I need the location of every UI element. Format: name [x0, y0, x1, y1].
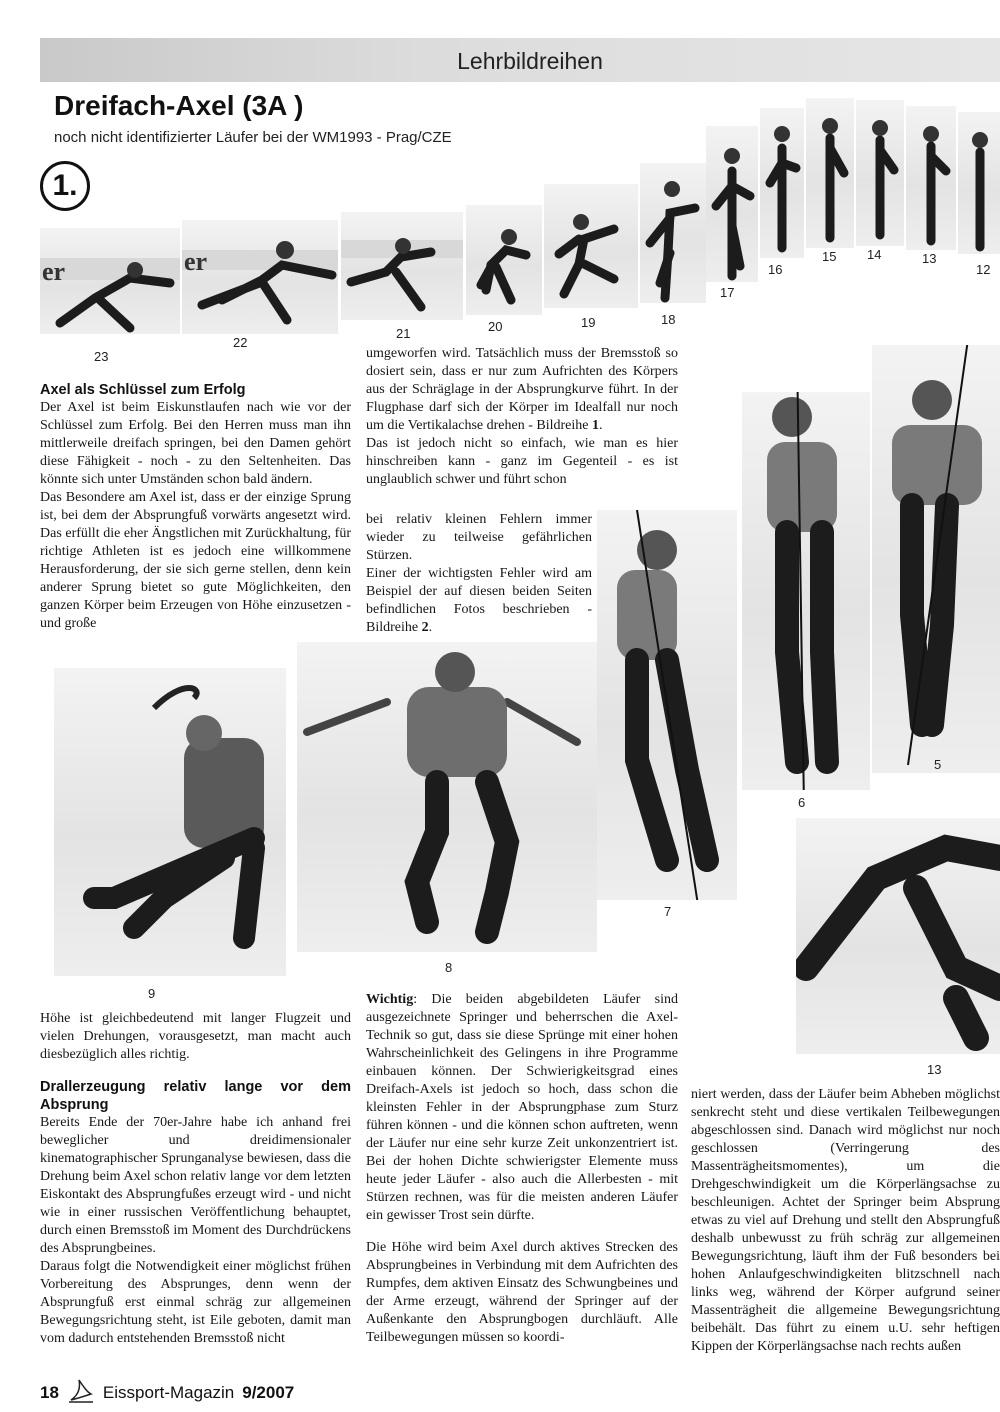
photo-frame-7 [597, 510, 737, 900]
photo-frame-21 [341, 212, 463, 320]
paragraph: bei relativ kleinen Fehlern immer wieder zu teilweise gefährlichen Stürzen. [366, 512, 592, 563]
photo-frame-20 [466, 205, 542, 315]
frame-label-15: 15 [822, 249, 837, 264]
page-number: 18 [40, 1382, 59, 1402]
column-2-lower [366, 991, 678, 1347]
photo-frame-23 [40, 228, 180, 334]
photo-frame-8 [297, 642, 597, 952]
column-3-lower [691, 1086, 1000, 1356]
photo-frame-12 [958, 112, 1000, 254]
column-1-lower [40, 1010, 351, 1348]
paragraph: Die Höhe wird beim Axel durch aktives Strecken des Absprungbeines in Verbindung mit dem Aufrichten des Rumpfes, dem aktiven Einsatz des Schwungbeines und der Arme erzeugt, während der Springer auf der Außenkante den Absprungbogen durchläuft. Alle Teilbewegungen müssen so koordi- [366, 1240, 678, 1345]
photo-frame-9 [54, 668, 286, 976]
photo-frame-15 [806, 98, 854, 248]
frame-label-20: 20 [488, 319, 503, 334]
paragraph: Daraus folgt die Notwendigkeit einer möglichst frühen Vorbereitung des Absprunges, denn wenn der Absprungfuß erst einmal schräg zur allgemeinen Bewegungsrichtung steht, ist Eile geboten, damit man vom dadurch entstehenden Bremsstoß nicht [40, 1259, 351, 1346]
frame-label-7: 7 [664, 904, 672, 919]
article-subtitle: noch nicht identifizierter Läufer bei der WM1993 - Prag/CZE [54, 129, 452, 146]
heading-axel-key: Axel als Schlüssel zum Erfolg [40, 382, 246, 398]
photo-frame-13-large [796, 818, 1000, 1054]
column-1-upper [40, 381, 351, 633]
photo-frame-17 [706, 126, 758, 282]
paragraph: Der Axel ist beim Eiskunstlaufen nach wie vor der Schlüssel zum Erfolg. Bei den Herren muss man ihn mittlerweile dreifach springen, bei den Damen gehört diese Fähigkeit - noch - zu den Seltenheiten. Das könnte sich unter Umständen schon bald ändern. [40, 400, 351, 487]
paragraph: niert werden, dass der Läufer beim Abheben möglichst senkrecht steht und diese vertikalen Teilbewegungen abgeschlossen sind. Danach wird möglichst nur noch geschlossen (Verringerung des Massenträgheitsmomentes), um die Drehgeschwindigkeit um die Körperlängsachse zu beschleunigen. Achtet der Springer beim Absprung etwas zu viel auf Drehung und stellt den Absprungfuß deshalb unbewusst zu früh schräg zur allgemeinen Bewegungsrichtung, läuft ihm der Fuß besonders bei hohen Anlaufgeschwindigkeiten blitzschnell nach links weg, während der Körper aufgrund seiner Massenträgheit die allgemeine Bewegungsrichtung beibehält. Das führt zu einem u.U. sehr heftigen Kippen der Körperlängsachse nach rechts außen [691, 1087, 1000, 1354]
paragraph: Bereits Ende der 70er-Jahre habe ich anhand frei beweglicher und dreidimensionaler kinematographischer Sprunganalyse bewiesen, dass die Drehung beim Axel schon relativ lange vor dem letzten Eiskontakt des Absprungfußes erzeugt wird - und nicht wie in einer russischen Veröffentlichung behauptet, durch einen Bremsstoß im Moment des Durchdrückens des Absprungbeines. [40, 1115, 351, 1256]
frame-label-14: 14 [867, 247, 882, 262]
paragraph: Einer der wichtigsten Fehler wird am Beispiel der auf diesen beiden Seiten befindlichen Fotos beschrieben - Bildreihe 2. [366, 566, 592, 635]
paragraph: Das Besondere am Axel ist, dass er der einzige Sprung ist, bei dem der Absprungfuß vorwärts angesetzt wird. Das erfüllt die eher Ängstlichen mit Zurückhaltung, für richtige Athleten ist es jedoch eine willkommene Herausforderung, der sie sich gerne stellen, denn kein anderer Sprung bietet so gute Möglichkeiten, den ganzen Körper beim Erzeugen von Höhe einzusetzen - und große [40, 490, 351, 631]
frame-label-13: 13 [922, 251, 937, 266]
paragraph: Das ist jedoch nicht so einfach, wie man es hier hinschreiben kann - ganz im Gegenteil - es ist unglaublich schwer und führt schon [366, 436, 678, 487]
photo-frame-16 [760, 108, 804, 258]
column-2-upper [366, 345, 678, 489]
column-2-narrow [366, 511, 592, 637]
svg-text:er: er [42, 257, 66, 286]
paragraph: umgeworfen wird. Tatsächlich muss der Bremsstoß so dosiert sein, dass er nur zum Aufrichten des Körpers aus der Schräglage in der Absprungkurve führt. In der Flugphase darf sich der Körper im Idealfall nur noch um die Vertikalachse drehen - Bildreihe 1. [366, 346, 678, 433]
frame-label-5: 5 [934, 757, 942, 772]
frame-label-9: 9 [148, 986, 156, 1001]
frame-label-19: 19 [581, 315, 596, 330]
footer [40, 1376, 294, 1409]
skater-bird-logo-icon [67, 1376, 95, 1409]
svg-text:er: er [184, 247, 208, 276]
photo-frame-14 [856, 100, 904, 246]
photo-frame-5 [872, 345, 1000, 773]
frame-label-23: 23 [94, 349, 109, 364]
frame-label-18: 18 [661, 312, 676, 327]
frame-label-17: 17 [720, 285, 735, 300]
paragraph: Höhe ist gleichbedeutend mit langer Flugzeit und vielen Drehungen, vorausgesetzt, man macht auch diesbezüglich alles richtig. [40, 1011, 351, 1062]
frame-label-6: 6 [798, 795, 806, 810]
frame-label-13-large: 13 [927, 1062, 942, 1077]
heading-drall: Drallerzeugung relativ lange vor dem Absprung [40, 1079, 351, 1113]
magazine-name: Eissport-Magazin [102, 1382, 235, 1402]
frame-label-16: 16 [768, 262, 783, 277]
photo-frame-19 [544, 184, 638, 308]
frame-label-12: 12 [976, 262, 991, 277]
series-number-badge: 1. [40, 161, 90, 211]
article-title: Dreifach-Axel (3A ) [54, 90, 304, 121]
photo-frame-6 [742, 392, 870, 790]
photo-frame-22 [182, 220, 338, 334]
photo-frame-13 [906, 106, 956, 250]
frame-label-21: 21 [396, 326, 411, 341]
issue-number: 9/2007 [242, 1382, 295, 1402]
frame-label-22: 22 [233, 335, 248, 350]
photo-frame-18 [640, 163, 706, 303]
paragraph: Wichtig: Die beiden abgebildeten Läufer sind ausgezeichnete Springer und beherrschen die Axel-Technik so gut, dass sie diese Sprünge mit einer hohen Wahrscheinlichkeit des Gelingens in ihre Programme einbauen können. Der Schwierigkeitsgrad eines Dreifach-Axels ist jedoch so hoch, dass schon die kleinsten Fehler in der Absprungphase zum Sturz führen können - und die können schon auftreten, wenn der Läufer nur eine sehr kurze Zeit unkonzentriert ist. Bei der hohen Dichte schwierigster Elemente muss heute jeder Läufer - also auch die Allerbesten - mit Stürzen rechnen, was für die meisten anderen Läufer ein gewisser Trost sein dürfte. [366, 992, 678, 1223]
section-title: Lehrbildreihen [457, 48, 603, 74]
frame-label-8: 8 [445, 960, 453, 975]
